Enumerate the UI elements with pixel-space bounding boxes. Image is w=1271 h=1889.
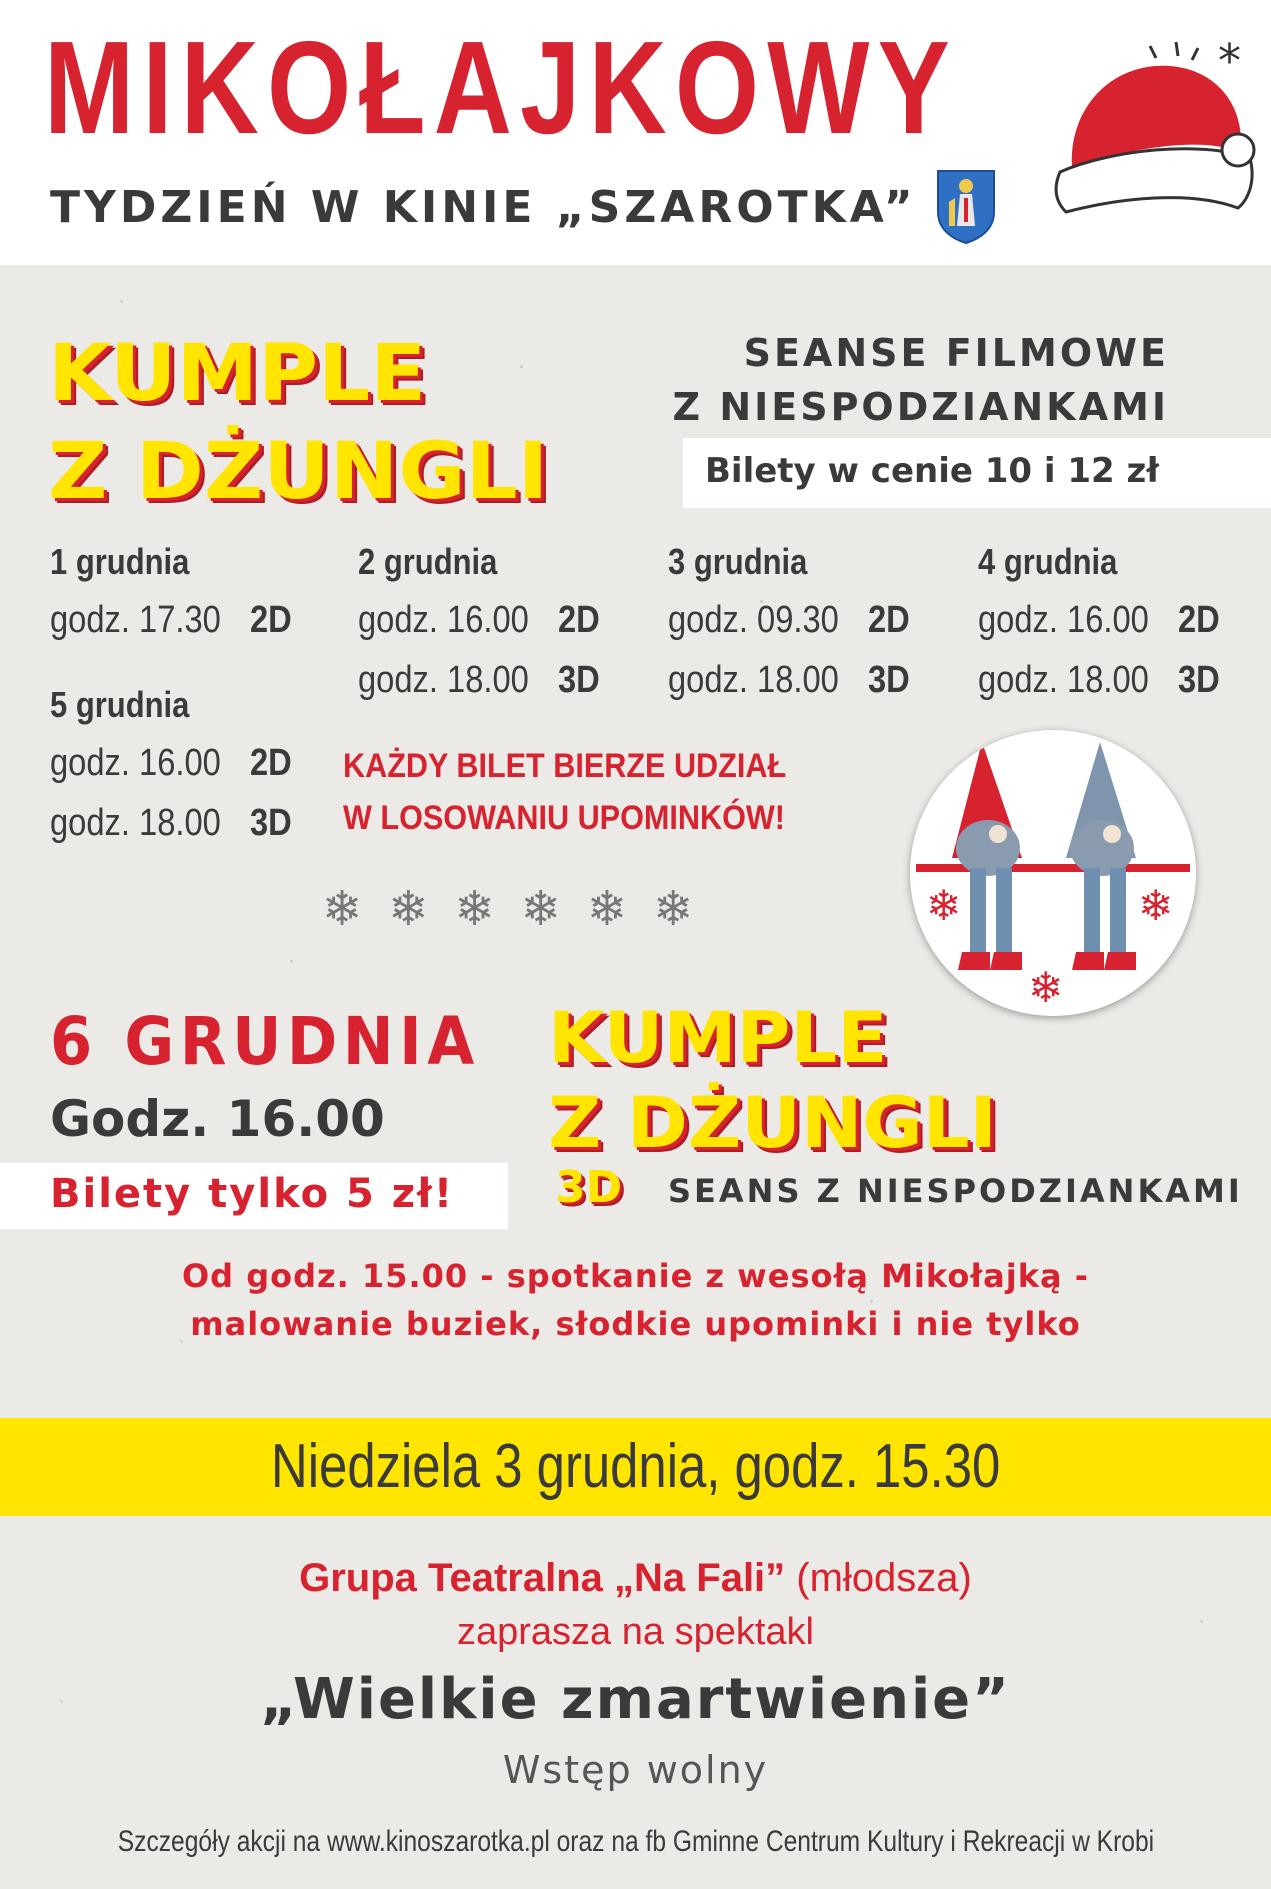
theatre-group-name: Grupa Teatralna „Na Fali” <box>299 1556 786 1600</box>
subtitle: TYDZIEŃ W KINIE „SZAROTKA” <box>50 182 917 233</box>
show-time: godz. 17.30 <box>50 599 221 641</box>
screenings-line1: SEANSE FILMOWE <box>743 331 1169 375</box>
gnome-illustration <box>910 730 1196 1016</box>
special-format-badge: 3D <box>555 1162 623 1213</box>
snowflake-row <box>322 881 694 937</box>
sparkle-icon: * <box>1218 34 1241 88</box>
show-time: godz. 18.00 <box>358 659 529 701</box>
lottery-line1: KAŻDY BILET BIERZE UDZIAŁ <box>343 747 787 785</box>
show-row <box>50 793 340 853</box>
svg-text:❄: ❄ <box>926 881 962 930</box>
background-speck <box>520 365 523 368</box>
show-row <box>668 650 958 710</box>
day-date: 1 grudnia <box>50 541 190 582</box>
day-date: 5 grudnia <box>50 684 190 725</box>
schedule-day <box>358 534 648 710</box>
meeting-info <box>0 1252 1271 1348</box>
lottery-line2: W LOSOWANIU UPOMINKÓW! <box>343 799 785 837</box>
show-format: 3D <box>868 659 910 701</box>
show-format: 2D <box>868 599 910 641</box>
day-date: 4 grudnia <box>978 541 1118 582</box>
snowflake-icon: ❄ <box>520 881 561 937</box>
sunday-banner-label: Niedziela 3 grudnia, godz. 15.30 <box>270 1432 1001 1501</box>
special-time: Godz. 16.00 <box>50 1090 385 1148</box>
screenings-line2: Z NIESPODZIANKAMI <box>672 385 1169 429</box>
day-date: 3 grudnia <box>668 541 808 582</box>
gnomes-icon <box>910 730 1196 1016</box>
show-format: 2D <box>558 599 600 641</box>
show-time: godz. 16.00 <box>50 742 221 784</box>
ticket-price: Bilety w cenie 10 i 12 zł <box>705 451 1159 491</box>
special-film-title-line2: Z DŻUNGLI <box>548 1082 997 1164</box>
snowflake-icon: ❄ <box>586 881 628 937</box>
snowflake-icon: ❄ <box>454 881 495 937</box>
sunday-banner <box>0 1418 1271 1516</box>
show-format: 2D <box>250 742 292 784</box>
special-film-title-line1: KUMPLE <box>548 997 888 1079</box>
show-row <box>358 650 648 710</box>
show-time: godz. 16.00 <box>978 599 1149 641</box>
svg-text:❄: ❄ <box>1138 881 1174 930</box>
show-time: godz. 18.00 <box>668 659 839 701</box>
schedule-day <box>50 677 340 853</box>
special-date: 6 GRUDNIA <box>50 1003 480 1080</box>
theatre-group-note: (młodsza) <box>785 1556 972 1600</box>
lottery-notice <box>343 740 786 844</box>
special-price-box <box>0 1163 508 1229</box>
ticket-price-box <box>683 438 1271 508</box>
show-format: 3D <box>250 802 292 844</box>
theatre-info <box>0 1550 1271 1798</box>
day-date: 2 grudnia <box>358 541 498 582</box>
sunday-banner-text <box>0 1418 1271 1516</box>
show-row <box>50 590 340 650</box>
theatre-group <box>0 1550 1271 1606</box>
special-price: Bilety tylko 5 zł! <box>50 1171 455 1217</box>
schedule-day <box>978 534 1268 710</box>
play-title: „Wielkie zmartwienie” <box>260 1667 1011 1732</box>
show-time: godz. 18.00 <box>50 802 221 844</box>
coat-of-arms-icon <box>935 168 997 244</box>
snowflake-icon: ❄ <box>388 881 429 937</box>
schedule-day <box>50 534 340 650</box>
show-format: 3D <box>558 659 600 701</box>
meeting-line2: malowanie buziek, słodkie upominki i nie tylko <box>190 1305 1081 1343</box>
film-title-line2: Z DŻUNGLI <box>48 427 549 517</box>
main-title: MIKOŁAJKOWY <box>44 14 959 161</box>
footer-text: Szczegóły akcji na www.kinoszarotka.pl oraz na fb Gminne Centrum Kultury i Rekreacji w Krobi <box>117 1825 1154 1858</box>
show-format: 3D <box>1178 659 1220 701</box>
show-time: godz. 09.30 <box>668 599 839 641</box>
film-title-line1: KUMPLE <box>48 329 427 419</box>
show-format: 2D <box>1178 599 1220 641</box>
show-row <box>978 590 1268 650</box>
entry-info: Wstęp wolny <box>502 1748 769 1792</box>
header <box>0 0 1271 265</box>
show-row <box>358 590 648 650</box>
screenings-info <box>673 326 1169 434</box>
show-time: godz. 18.00 <box>978 659 1149 701</box>
theatre-invite: zaprasza na spektakl <box>457 1611 814 1653</box>
show-row <box>978 650 1268 710</box>
show-time: godz. 16.00 <box>358 599 529 641</box>
background-speck <box>290 960 293 963</box>
show-row <box>50 733 340 793</box>
snowflake-icon: ❄ <box>653 881 694 937</box>
snowflake-icon: ❄ <box>322 881 363 937</box>
show-row <box>668 590 958 650</box>
meeting-line1: Od godz. 15.00 - spotkanie z wesołą Mikołajką - <box>181 1257 1090 1295</box>
schedule-day <box>668 534 958 710</box>
svg-text:❄: ❄ <box>1028 963 1064 1012</box>
background-speck <box>120 300 123 303</box>
special-note: SEANS Z NIESPODZIANKAMI <box>668 1172 1243 1210</box>
show-format: 2D <box>250 599 292 641</box>
footer <box>0 1825 1271 1859</box>
